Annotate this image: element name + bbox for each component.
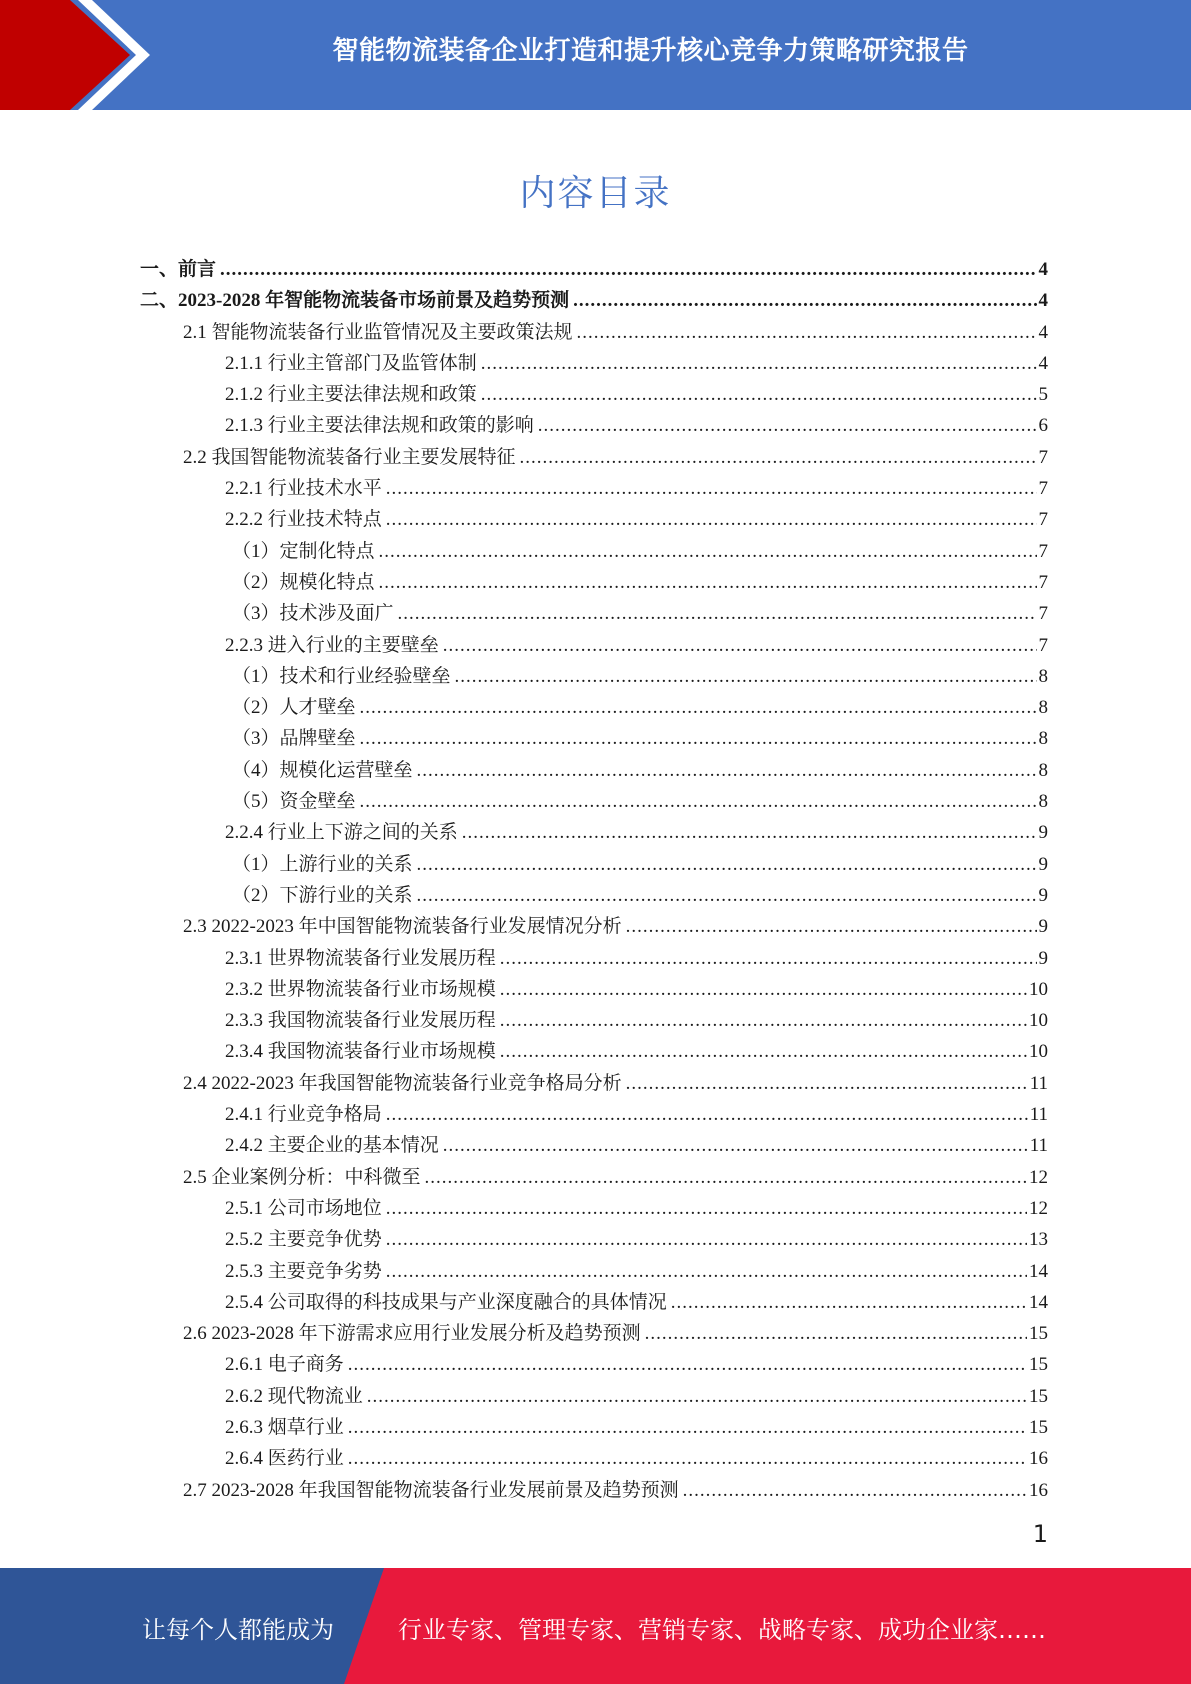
toc-leader-dots bbox=[367, 1386, 1027, 1408]
toc-entry[interactable] bbox=[140, 1130, 1048, 1161]
toc-leader-dots bbox=[455, 666, 1037, 688]
toc-entry-text: 二、2023-2028 年智能物流装备市场前景及趋势预测 bbox=[140, 290, 570, 312]
toc-entry-text: （2）规模化特点 bbox=[232, 571, 375, 593]
toc-entry-page: 9 bbox=[1038, 822, 1048, 844]
toc-leader-dots bbox=[398, 603, 1037, 625]
toc-entry[interactable] bbox=[140, 1443, 1048, 1474]
toc-entry[interactable] bbox=[140, 755, 1048, 786]
toc-entry[interactable] bbox=[140, 911, 1048, 942]
toc-entry[interactable] bbox=[140, 473, 1048, 504]
toc-entry-page: 10 bbox=[1029, 978, 1048, 1000]
toc-entry-text: 2.1 智能物流装备行业监管情况及主要政策法规 bbox=[183, 321, 573, 343]
toc-entry-text: 2.4.2 主要企业的基本情况 bbox=[225, 1135, 439, 1157]
toc-entry[interactable] bbox=[140, 849, 1048, 880]
toc-entry-text: 2.6.2 现代物流业 bbox=[225, 1385, 363, 1407]
toc-entry-page: 12 bbox=[1029, 1166, 1048, 1188]
toc-entry-text: （1）技术和行业经验壁垒 bbox=[232, 665, 451, 687]
toc-entry-page: 5 bbox=[1038, 384, 1048, 406]
toc-entry[interactable] bbox=[140, 974, 1048, 1005]
toc-leader-dots bbox=[462, 822, 1037, 844]
toc-leader-dots bbox=[683, 1480, 1027, 1502]
toc-leader-dots bbox=[425, 1167, 1027, 1189]
toc-entry-page: 7 bbox=[1038, 478, 1048, 500]
toc-entry-text: （3）技术涉及面广 bbox=[232, 603, 394, 625]
toc-entry-page: 4 bbox=[1038, 352, 1048, 374]
toc-entry-page: 10 bbox=[1029, 1010, 1048, 1032]
toc-entry-page: 16 bbox=[1029, 1479, 1048, 1501]
toc-entry-page: 6 bbox=[1038, 415, 1048, 437]
toc-leader-dots bbox=[386, 1198, 1027, 1220]
toc-leader-dots bbox=[573, 290, 1036, 312]
toc-leader-dots bbox=[538, 415, 1037, 437]
toc-entry-text: 2.6.4 医药行业 bbox=[225, 1448, 344, 1470]
footer-band bbox=[0, 1568, 1191, 1684]
toc-entry[interactable] bbox=[140, 348, 1048, 379]
report-title: 智能物流装备企业打造和提升核心竞争力策略研究报告 bbox=[332, 36, 969, 66]
toc-entry-page: 4 bbox=[1038, 259, 1048, 280]
toc-leader-dots bbox=[671, 1292, 1027, 1314]
toc-leader-dots bbox=[443, 635, 1037, 657]
toc-entry[interactable] bbox=[140, 317, 1048, 348]
toc-entry[interactable] bbox=[140, 1068, 1048, 1099]
toc-entry-text: 2.3.1 世界物流装备行业发展历程 bbox=[225, 947, 496, 969]
toc-entry-text: （2）人才壁垒 bbox=[232, 697, 356, 719]
toc-entry-page: 8 bbox=[1038, 791, 1048, 813]
toc-leader-dots bbox=[443, 1135, 1028, 1157]
toc-leader-dots bbox=[348, 1417, 1027, 1439]
table-of-contents bbox=[140, 254, 1048, 1506]
toc-entry[interactable] bbox=[140, 254, 1048, 285]
toc-entry[interactable] bbox=[140, 880, 1048, 911]
toc-entry-text: 2.5 企业案例分析：中科微至 bbox=[183, 1166, 421, 1188]
toc-entry[interactable] bbox=[140, 692, 1048, 723]
toc-entry-page: 7 bbox=[1038, 603, 1048, 625]
toc-entry-page: 7 bbox=[1038, 571, 1048, 593]
toc-entry[interactable] bbox=[140, 786, 1048, 817]
toc-entry[interactable] bbox=[140, 817, 1048, 848]
footer-slogan-right: 行业专家、管理专家、营销专家、战略专家、成功企业家…… bbox=[398, 1616, 1046, 1644]
red-chevron-icon bbox=[0, 0, 150, 110]
toc-leader-dots bbox=[386, 478, 1037, 500]
toc-leader-dots bbox=[626, 916, 1037, 938]
toc-leader-dots bbox=[360, 728, 1037, 750]
toc-entry[interactable] bbox=[140, 1318, 1048, 1349]
toc-entry-text: （1）上游行业的关系 bbox=[232, 853, 413, 875]
toc-leader-dots bbox=[386, 1229, 1027, 1251]
toc-entry[interactable] bbox=[140, 285, 1048, 316]
toc-leader-dots bbox=[500, 1041, 1027, 1063]
toc-entry-page: 15 bbox=[1029, 1385, 1048, 1407]
toc-entry-page: 8 bbox=[1038, 759, 1048, 781]
toc-entry-text: 2.1.2 行业主要法律法规和政策 bbox=[225, 384, 477, 406]
toc-entry-page: 7 bbox=[1038, 540, 1048, 562]
toc-leader-dots bbox=[360, 791, 1037, 813]
toc-leader-dots bbox=[417, 885, 1037, 907]
toc-leader-dots bbox=[500, 1010, 1027, 1032]
toc-leader-dots bbox=[348, 1448, 1027, 1470]
toc-entry[interactable] bbox=[140, 661, 1048, 692]
toc-entry-page: 7 bbox=[1038, 446, 1048, 468]
toc-entry-text: 2.6 2023-2028 年下游需求应用行业发展分析及趋势预测 bbox=[183, 1323, 641, 1345]
toc-entry[interactable] bbox=[140, 1099, 1048, 1130]
header-band bbox=[0, 0, 1191, 110]
toc-entry[interactable] bbox=[140, 1412, 1048, 1443]
toc-leader-dots bbox=[577, 322, 1037, 344]
toc-leader-dots bbox=[386, 1261, 1027, 1283]
toc-leader-dots bbox=[386, 1104, 1028, 1126]
toc-entry-text: （3）品牌壁垒 bbox=[232, 728, 356, 750]
toc-entry-text: 2.3.2 世界物流装备行业市场规模 bbox=[225, 978, 496, 1000]
toc-leader-dots bbox=[417, 854, 1037, 876]
toc-entry-page: 12 bbox=[1029, 1197, 1048, 1219]
toc-entry-text: 2.4 2022-2023 年我国智能物流装备行业竞争格局分析 bbox=[183, 1072, 622, 1094]
page-number: 1 bbox=[1032, 1520, 1048, 1548]
toc-entry[interactable] bbox=[140, 1381, 1048, 1412]
toc-entry-page: 4 bbox=[1038, 290, 1048, 312]
toc-entry-page: 15 bbox=[1029, 1416, 1048, 1438]
toc-leader-dots bbox=[500, 979, 1027, 1001]
toc-entry[interactable] bbox=[140, 598, 1048, 629]
toc-entry-text: （1）定制化特点 bbox=[232, 540, 375, 562]
toc-leader-dots bbox=[481, 353, 1037, 375]
toc-entry-page: 11 bbox=[1029, 1072, 1048, 1094]
toc-entry-text: 2.3.3 我国物流装备行业发展历程 bbox=[225, 1010, 496, 1032]
toc-entry-page: 9 bbox=[1038, 884, 1048, 906]
toc-entry-text: 2.2.1 行业技术水平 bbox=[225, 478, 382, 500]
toc-entry-page: 7 bbox=[1038, 509, 1048, 531]
toc-entry-text: （5）资金壁垒 bbox=[232, 791, 356, 813]
toc-entry[interactable] bbox=[140, 943, 1048, 974]
toc-entry-page: 10 bbox=[1029, 1041, 1048, 1063]
toc-entry-page: 9 bbox=[1038, 916, 1048, 938]
toc-entry-page: 13 bbox=[1029, 1229, 1048, 1251]
toc-entry-text: 2.2 我国智能物流装备行业主要发展特征 bbox=[183, 446, 516, 468]
toc-entry-page: 8 bbox=[1038, 728, 1048, 750]
toc-leader-dots bbox=[348, 1354, 1027, 1376]
toc-entry-text: 2.6.3 烟草行业 bbox=[225, 1416, 344, 1438]
toc-leader-dots bbox=[417, 760, 1037, 782]
toc-entry[interactable] bbox=[140, 567, 1048, 598]
toc-entry[interactable] bbox=[140, 536, 1048, 567]
toc-entry-text: 2.2.2 行业技术特点 bbox=[225, 509, 382, 531]
toc-leader-dots bbox=[645, 1323, 1027, 1345]
toc-entry-text: 2.7 2023-2028 年我国智能物流装备行业发展前景及趋势预测 bbox=[183, 1479, 679, 1501]
toc-entry-text: 2.2.3 进入行业的主要壁垒 bbox=[225, 634, 439, 656]
toc-entry-page: 16 bbox=[1029, 1448, 1048, 1470]
toc-entry-text: 一、前言 bbox=[140, 259, 217, 280]
toc-entry[interactable] bbox=[140, 1036, 1048, 1067]
toc-entry-text: （4）规模化运营壁垒 bbox=[232, 759, 413, 781]
toc-leader-dots bbox=[520, 447, 1037, 469]
toc-entry-page: 11 bbox=[1029, 1135, 1048, 1157]
toc-entry-text: 2.4.1 行业竞争格局 bbox=[225, 1104, 382, 1126]
toc-entry[interactable] bbox=[140, 723, 1048, 754]
toc-entry-text: 2.5.1 公司市场地位 bbox=[225, 1197, 382, 1219]
toc-entry[interactable] bbox=[140, 1349, 1048, 1380]
toc-entry-page: 9 bbox=[1038, 853, 1048, 875]
toc-entry-page: 14 bbox=[1029, 1260, 1048, 1282]
toc-entry-page: 15 bbox=[1029, 1354, 1048, 1376]
toc-leader-dots bbox=[360, 697, 1037, 719]
footer-slogan-left: 让每个人都能成为 bbox=[142, 1616, 334, 1644]
toc-leader-dots bbox=[481, 384, 1037, 406]
toc-entry[interactable] bbox=[140, 1162, 1048, 1193]
toc-entry-page: 14 bbox=[1029, 1291, 1048, 1313]
toc-entry-page: 11 bbox=[1029, 1104, 1048, 1126]
toc-entry-text: 2.3 2022-2023 年中国智能物流装备行业发展情况分析 bbox=[183, 916, 622, 938]
toc-entry-page: 7 bbox=[1038, 634, 1048, 656]
toc-leader-dots bbox=[500, 948, 1037, 970]
toc-leader-dots bbox=[379, 572, 1037, 594]
toc-leader-dots bbox=[379, 541, 1037, 563]
toc-entry-page: 9 bbox=[1038, 947, 1048, 969]
toc-entry[interactable] bbox=[140, 1475, 1048, 1506]
toc-entry-text: 2.1.1 行业主管部门及监管体制 bbox=[225, 352, 477, 374]
toc-leader-dots bbox=[386, 509, 1037, 531]
toc-entry[interactable] bbox=[140, 1193, 1048, 1224]
toc-entry-text: 2.6.1 电子商务 bbox=[225, 1354, 344, 1376]
toc-entry[interactable] bbox=[140, 504, 1048, 535]
toc-entry[interactable] bbox=[140, 1256, 1048, 1287]
toc-entry-page: 15 bbox=[1029, 1323, 1048, 1345]
toc-entry[interactable] bbox=[140, 1224, 1048, 1255]
toc-entry[interactable] bbox=[140, 410, 1048, 441]
toc-entry-text: （2）下游行业的关系 bbox=[232, 884, 413, 906]
toc-leader-dots bbox=[220, 259, 1036, 281]
toc-entry-text: 2.5.2 主要竞争优势 bbox=[225, 1229, 382, 1251]
toc-entry-text: 2.5.4 公司取得的科技成果与产业深度融合的具体情况 bbox=[225, 1291, 667, 1313]
toc-entry-text: 2.2.4 行业上下游之间的关系 bbox=[225, 822, 458, 844]
toc-leader-dots bbox=[626, 1073, 1028, 1095]
toc-entry[interactable] bbox=[140, 1005, 1048, 1036]
toc-entry[interactable] bbox=[140, 442, 1048, 473]
toc-heading: 内容目录 bbox=[519, 173, 672, 214]
toc-entry-text: 2.1.3 行业主要法律法规和政策的影响 bbox=[225, 415, 534, 437]
toc-entry-page: 8 bbox=[1038, 697, 1048, 719]
toc-entry-page: 8 bbox=[1038, 665, 1048, 687]
toc-entry-text: 2.3.4 我国物流装备行业市场规模 bbox=[225, 1041, 496, 1063]
toc-entry-page: 4 bbox=[1038, 321, 1048, 343]
toc-entry-text: 2.5.3 主要竞争劣势 bbox=[225, 1260, 382, 1282]
toc-entry[interactable] bbox=[140, 630, 1048, 661]
toc-entry[interactable] bbox=[140, 379, 1048, 410]
toc-entry[interactable] bbox=[140, 1287, 1048, 1318]
